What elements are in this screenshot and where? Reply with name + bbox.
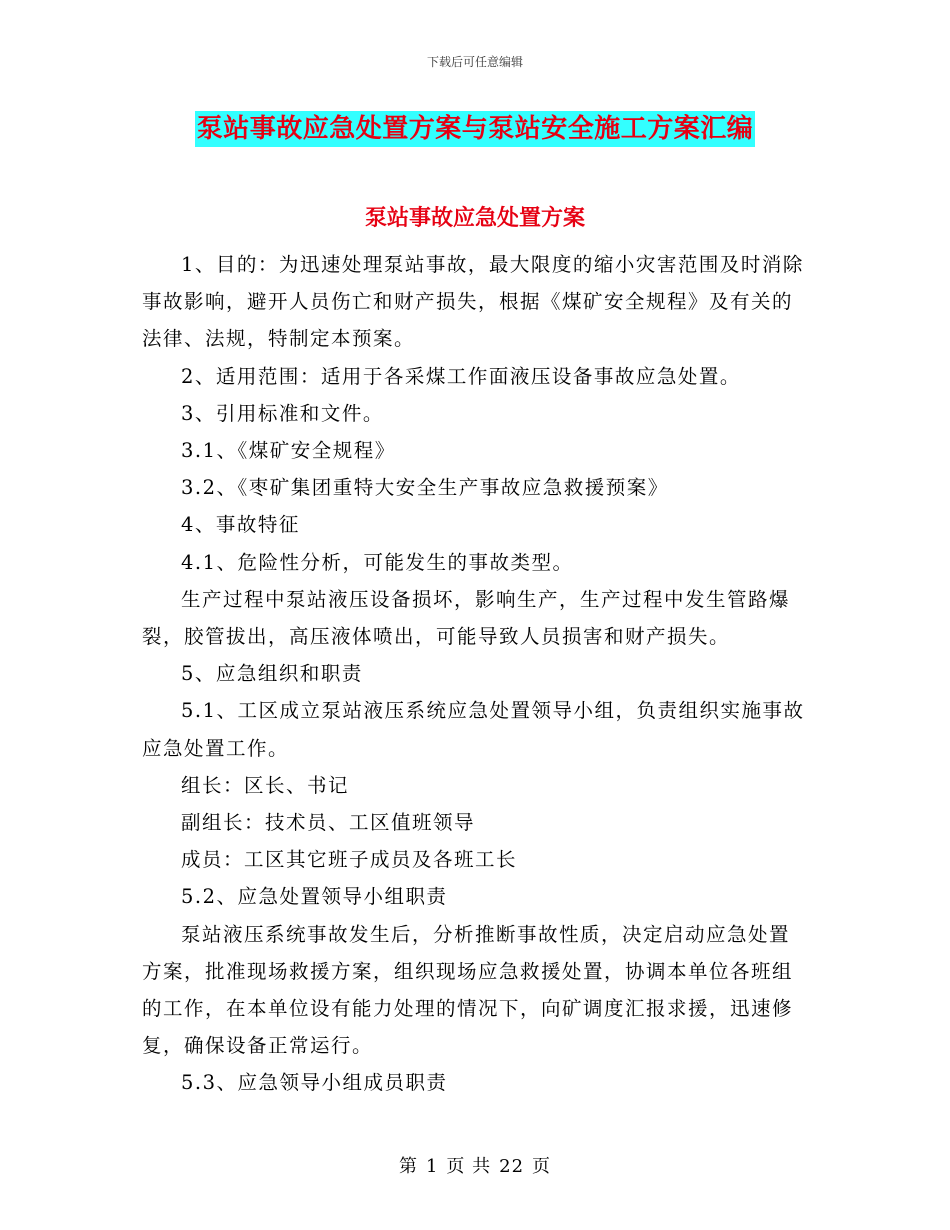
paragraph: 3.1、《煤矿安全规程》 xyxy=(181,439,396,463)
paragraph: 5.1、工区成立泵站液压系统应急处置领导小组，负责组织实施事故应急处置工作。 xyxy=(142,699,805,760)
paragraph: 2、适用范围：适用于各采煤工作面液压设备事故应急处置。 xyxy=(181,364,741,388)
section-title: 泵站事故应急处置方案 xyxy=(364,205,585,231)
page-footer xyxy=(0,1152,950,1178)
paragraph: 4.1、危险性分析，可能发生的事故类型。 xyxy=(181,550,574,574)
current-page-number: 1 xyxy=(425,1156,439,1177)
document-title: 泵站事故应急处置方案与泵站安全施工方案汇编 xyxy=(195,111,756,147)
paragraph: 泵站液压系统事故发生后，分析推断事故性质，决定启动应急处置方案，批准现场救援方案，组织现场应急救援处置，协调本单位各班组的工作，在本单位设有能力处理的情况下，向矿调度汇报求援，迅速修复，确保设备正常运行。 xyxy=(142,922,794,1058)
total-pages-number: 22 xyxy=(499,1156,525,1177)
paragraph: 副组长：技术员、工区值班领导 xyxy=(181,811,476,835)
paragraph: 4、事故特征 xyxy=(181,513,300,537)
paragraph: 组长：区长、书记 xyxy=(181,773,350,797)
document-body xyxy=(142,246,810,1102)
paragraph: 1、目的：为迅速处理泵站事故，最大限度的缩小灾害范围及时消除事故影响，避开人员伤亡和财产损失，根据《煤矿安全规程》及有关的法律、法规，特制定本预案。 xyxy=(142,253,804,351)
header-note: 下载后可任意编辑 xyxy=(426,55,523,69)
paragraph: 5.3、应急领导小组成员职责 xyxy=(181,1071,448,1095)
paragraph: 5、应急组织和职责 xyxy=(181,662,363,686)
paragraph: 3、引用标准和文件。 xyxy=(181,401,384,425)
paragraph: 5.2、应急处置领导小组职责 xyxy=(181,885,448,909)
paragraph: 成员：工区其它班子成员及各班工长 xyxy=(181,848,518,872)
paragraph: 3.2、《枣矿集团重特大安全生产事故应急救援预案》 xyxy=(181,476,669,500)
footer-prefix: 第 xyxy=(398,1156,418,1177)
footer-middle: 页 共 xyxy=(446,1156,492,1177)
footer-suffix: 页 xyxy=(532,1156,552,1177)
document-title-container xyxy=(0,111,950,147)
paragraph: 生产过程中泵站液压设备损坏，影响生产，生产过程中发生管路爆裂，胶管拔出，高压液体喷出，可能导致人员损害和财产损失。 xyxy=(142,587,791,649)
